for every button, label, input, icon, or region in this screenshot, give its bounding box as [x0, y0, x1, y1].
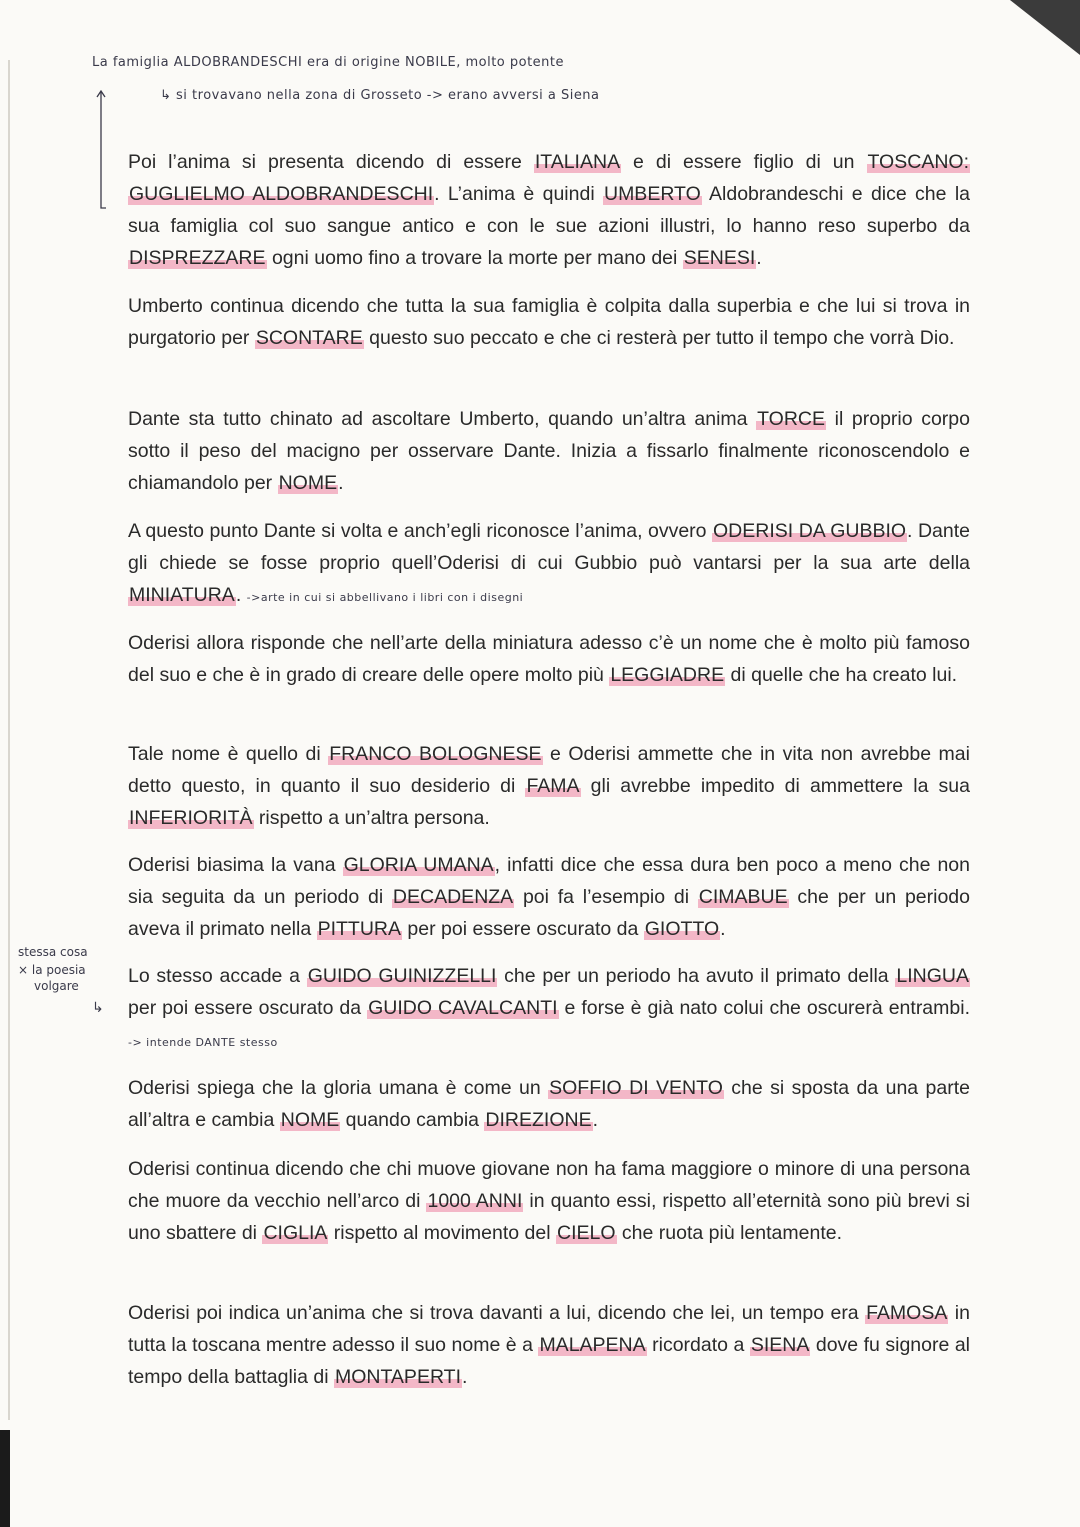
text-run: in tutta la toscana mentre adesso il suo nome è a [128, 1302, 970, 1356]
highlight-keyword: PITTURA [317, 918, 402, 940]
handwritten-note-grosseto-text: si trovavano nella zona di Grosseto -> erano avversi a Siena [176, 88, 600, 103]
text-run: poi fa l’esempio di [514, 886, 698, 908]
text-run: Oderisi spiega che la gloria umana è come un [128, 1077, 549, 1099]
handwritten-note-family: La famiglia ALDOBRANDESCHI era di origine NOBILE, molto potente [92, 55, 565, 70]
text-run: . [235, 584, 247, 606]
paragraph-leggiadre [128, 627, 970, 691]
handwritten-side-note-3: volgare [34, 979, 79, 993]
text-run: Aldobrandeschi e dice che la sua famiglia col suo sangue antico e con le sue azioni illustri, lo hanno reso superbo da [128, 183, 970, 237]
text-run: Dante sta tutto chinato ad ascoltare Umberto, quando un’altra anima [128, 408, 757, 430]
highlight-keyword: CIGLIA [263, 1222, 328, 1244]
highlight-keyword: FAMOSA [866, 1302, 948, 1324]
text-run: e di essere figlio di un [621, 151, 867, 173]
text-run: . [338, 472, 344, 494]
paragraph-oderisi-torce [128, 403, 970, 499]
highlight-keyword: SCONTARE [255, 327, 363, 349]
text-run: dove fu signore al tempo della battaglia di [128, 1334, 970, 1388]
text-run: , infatti dice che essa dura ben poco a meno che non sia seguita da un periodo di [128, 854, 970, 908]
highlight-keyword: SENESI [683, 247, 756, 269]
text-run: Oderisi continua dicendo che chi muove giovane non ha fama maggiore o minore di una persona che muore da vecchio nell’arco di [128, 1158, 970, 1212]
page-left-edge [8, 60, 10, 1420]
text-run: Oderisi allora risponde che nell’arte della miniatura adesso c’è un nome che è molto più famoso del suo e che è in grado di creare delle opere molto più [128, 632, 970, 686]
highlight-keyword: NOME [278, 472, 338, 494]
text-run: Oderisi biasima la vana [128, 854, 343, 876]
handwritten-note-dante: -> intende DANTE stesso [128, 1036, 278, 1049]
highlight-keyword: TOSCANO: [867, 151, 969, 173]
highlight-keyword: FAMA [526, 775, 580, 797]
highlight-keyword: FRANCO BOLOGNESE [329, 743, 542, 765]
paragraph-umberto-intro [128, 146, 970, 274]
highlight-keyword: LEGGIADRE [610, 664, 725, 686]
highlight-keyword: CIELO [556, 1222, 616, 1244]
text-run: in quanto essi, rispetto all’eternità sono più brevi si uno sbattere di [128, 1190, 970, 1244]
text-run: . [720, 918, 726, 940]
highlight-keyword: SOFFIO DI VENTO [549, 1077, 723, 1099]
highlight-keyword: TORCE [757, 408, 826, 430]
text-run: gli avrebbe impedito di ammettere la sua [580, 775, 970, 797]
handwritten-note-grosseto: ↳ si trovavano nella zona di Grosseto -> erano avversi a Siena [160, 88, 600, 103]
text-run: rispetto al movimento del [328, 1222, 556, 1244]
highlight-keyword: GLORIA UMANA [343, 854, 494, 876]
text-run: che ruota più lentamente. [616, 1222, 842, 1244]
text-run: per poi essere oscurato da [128, 997, 368, 1019]
text-run: quando cambia [340, 1109, 485, 1131]
highlight-keyword: GIOTTO [644, 918, 720, 940]
paragraph-mille-anni [128, 1153, 970, 1249]
highlight-keyword: GUIDO CAVALCANTI [368, 997, 558, 1019]
folded-corner-decoration [1010, 0, 1080, 55]
highlight-keyword: DISPREZZARE [129, 247, 266, 269]
handwritten-note-miniatura: ->arte in cui si abbellivano i libri con i disegni [246, 591, 524, 604]
paragraph-umberto-purgatorio [128, 290, 970, 354]
highlight-keyword: UMBERTO [603, 183, 701, 205]
highlight-keyword: ODERISI DA GUBBIO [713, 520, 907, 542]
text-run: ogni uomo fino a trovare la morte per mano dei [266, 247, 683, 269]
text-run: A questo punto Dante si volta e anch’egli riconosce l’anima, ovvero [128, 520, 713, 542]
highlight-keyword: DECADENZA [392, 886, 514, 908]
paragraph-montaperti [128, 1297, 970, 1393]
highlight-keyword: ITALIANA [534, 151, 621, 173]
handwritten-bracket [96, 90, 106, 212]
highlight-keyword: CIMABUE [698, 886, 788, 908]
highlight-keyword: LINGUA [896, 965, 969, 987]
text-run: . [462, 1366, 468, 1388]
highlight-keyword: 1000 ANNI [427, 1190, 523, 1212]
text-run: che per un periodo ha avuto il primato della [497, 965, 896, 987]
text-run: che si sposta da una parte all’altra e cambia [128, 1077, 970, 1131]
text-run: . Dante gli chiede se fosse proprio quell’Oderisi di cui Gubbio può vantarsi per la sua arte della [128, 520, 970, 574]
paragraph-franco-bolognese [128, 738, 970, 834]
text-run: e forse è già nato colui che oscurerà entrambi. [558, 997, 970, 1019]
text-run: di quelle che ha creato lui. [725, 664, 958, 686]
text-run: . [592, 1109, 599, 1131]
text-run: il proprio corpo sotto il peso del macigno per osservare Dante. Inizia a fissarlo finalmente riconoscendolo e chiamandolo per [128, 408, 970, 494]
text-run: questo suo peccato e che ci resterà per tutto il tempo che vorrà Dio. [363, 327, 955, 349]
paragraph-guinizzelli [128, 960, 970, 1059]
text-run: Tale nome è quello di [128, 743, 329, 765]
text-run: Oderisi poi indica un’anima che si trova davanti a lui, dicendo che lei, un tempo era [128, 1302, 866, 1324]
highlight-keyword: GUGLIELMO ALDOBRANDESCHI [129, 183, 434, 205]
highlight-keyword: GUIDO GUINIZZELLI [307, 965, 497, 987]
text-run: rispetto a un’altra persona. [253, 807, 490, 829]
page-bottom-shadow [0, 1430, 10, 1527]
highlight-keyword: MONTAPERTI [334, 1366, 462, 1388]
text-run: che per un periodo aveva il primato nella [128, 886, 971, 940]
highlight-keyword: SIENA [750, 1334, 810, 1356]
text-run: Lo stesso accade a [128, 965, 307, 987]
handwritten-side-note-2: × la poesia [18, 963, 86, 977]
highlight-keyword: MINIATURA [129, 584, 235, 606]
handwritten-side-note-1: stessa cosa [18, 945, 88, 959]
text-run: ricordato a [646, 1334, 750, 1356]
text-run: e Oderisi ammette che in vita non avrebbe mai detto questo, in quanto il suo desiderio di [128, 743, 970, 797]
text-run: . [756, 247, 762, 269]
highlight-keyword: DIREZIONE [485, 1109, 592, 1131]
highlight-keyword: MALAPENA [539, 1334, 646, 1356]
text-run: Umberto continua dicendo che tutta la sua famiglia è colpita dalla superbia e che lui si trova in purgatorio per [128, 295, 970, 349]
paragraph-gloria-umana [128, 849, 970, 945]
text-run: per poi essere oscurato da [402, 918, 644, 940]
handwritten-arrow-icon: ↳ [92, 999, 104, 1015]
paragraph-oderisi-gubbio [128, 515, 970, 614]
text-run: Poi l’anima si presenta dicendo di essere [128, 151, 534, 173]
text-run: . L’anima è quindi [434, 183, 603, 205]
highlight-keyword: NOME [280, 1109, 340, 1131]
paragraph-soffio-di-vento [128, 1072, 970, 1136]
highlight-keyword: INFERIORITÀ [129, 807, 253, 829]
